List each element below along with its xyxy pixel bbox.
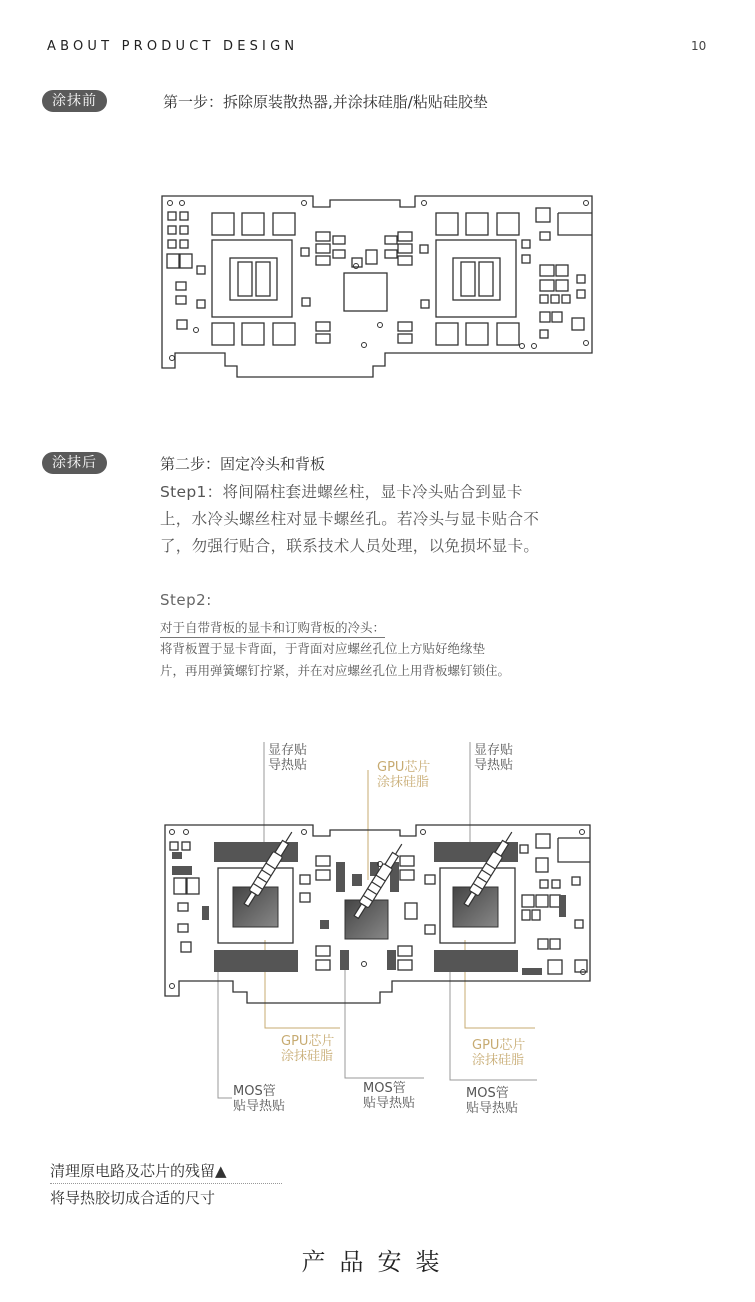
label-vram-right [474, 743, 513, 773]
step2-body [160, 638, 605, 682]
after-badge: 涂抹后 [42, 452, 107, 474]
step1-title: 第一步：拆除原装散热器,并涂抹硅脂/粘贴硅胶垫 [163, 93, 488, 111]
header-title: ABOUT PRODUCT DESIGN [47, 39, 299, 54]
label-gpu-top-line2: 涂抹硅脂 [377, 775, 430, 790]
label-mos-mid [363, 1081, 415, 1111]
label-mos-left [233, 1084, 285, 1114]
page-number: 10 [691, 39, 707, 53]
label-gpu-bottom-left [281, 1034, 334, 1064]
step1-line-1: Step1：将间隔柱套进螺丝柱，显卡冷头贴合到显卡 [160, 483, 523, 501]
label-gpu-bottom-right [472, 1038, 525, 1068]
label-vram-left-line2: 导热贴 [268, 758, 308, 773]
label-mos-mid-line2: 贴导热贴 [363, 1096, 416, 1111]
label-vram-right-line1: 显存贴 [474, 743, 514, 758]
label-gpu-top-line1: GPU芯片 [377, 760, 431, 775]
step2-heading: Step2: [160, 591, 212, 609]
section-footer-title: 产品安装 [301, 1248, 454, 1276]
step2-title: 第二步：固定冷头和背板 [160, 455, 326, 473]
label-vram-right-line2: 导热贴 [474, 758, 514, 773]
label-mos-right-line2: 贴导热贴 [466, 1101, 519, 1116]
label-mos-left-line1: MOS管 [233, 1084, 276, 1099]
label-mos-mid-line1: MOS管 [363, 1081, 406, 1096]
label-vram-left [268, 743, 307, 773]
step2-line-1: 将背板置于显卡背面，于背面对应螺丝孔位上方贴好绝缘垫 [160, 641, 486, 656]
label-mos-right [466, 1086, 518, 1116]
label-gpu-br-line2: 涂抹硅脂 [472, 1053, 525, 1068]
label-vram-left-line1: 显存贴 [268, 743, 308, 758]
label-gpu-bl-line1: GPU芯片 [281, 1034, 335, 1049]
note-cut-pads: 将导热胶切成合适的尺寸 [50, 1189, 216, 1207]
before-badge: 涂抹前 [42, 90, 107, 112]
label-gpu-br-line1: GPU芯片 [472, 1038, 526, 1053]
label-mos-right-line1: MOS管 [466, 1086, 509, 1101]
label-mos-left-line2: 贴导热贴 [233, 1099, 286, 1114]
note-clean-residue: 清理原电路及芯片的残留▲ [50, 1160, 282, 1184]
step2-subtitle: 对于自带背板的显卡和订购背板的冷头： [160, 618, 385, 638]
label-gpu-bl-line2: 涂抹硅脂 [281, 1049, 334, 1064]
label-gpu-top [377, 760, 430, 790]
step1-line-3: 了，勿强行贴合，联系技术人员处理，以免损坏显卡。 [160, 537, 540, 555]
step1-line-2: 上，水冷头螺丝柱对显卡螺丝孔。若冷头与显卡贴合不 [160, 510, 540, 528]
step2-line-2: 片，再用弹簧螺钉拧紧，并在对应螺丝孔位上用背板螺钉锁住。 [160, 663, 511, 678]
